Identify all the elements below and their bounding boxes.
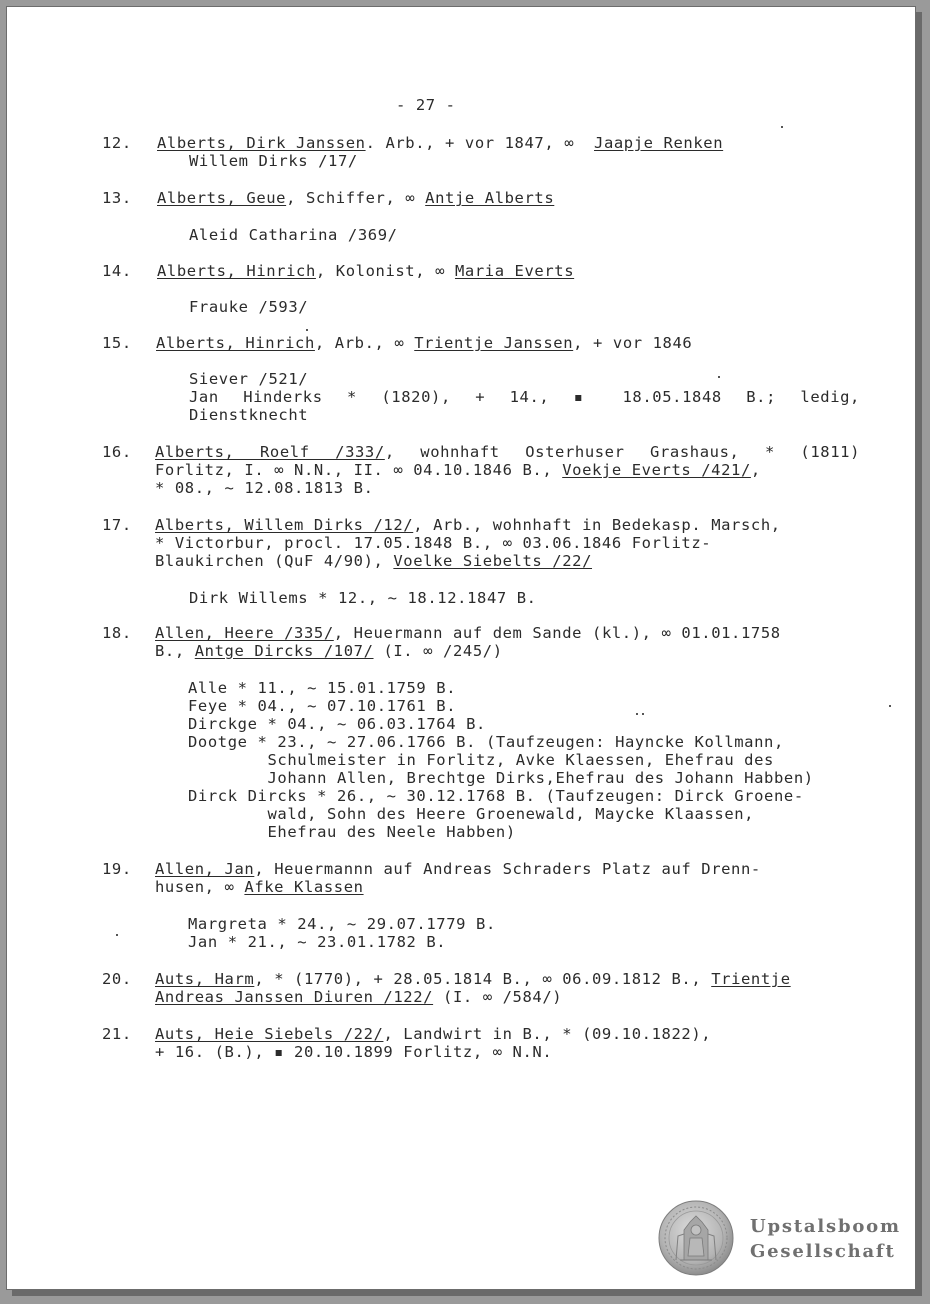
society-logo [658, 1200, 908, 1280]
entry-details: Forlitz, I. ∞ N.N., II. ∞ 04.10.1846 B., [155, 461, 563, 479]
child-line: Dirk Willems * 12., ~ 18.12.1847 B. [189, 589, 537, 607]
child-line: wald, Sohn des Heere Groenewald, Maycke Klaassen, [188, 805, 755, 823]
spouse-name: Afke Klassen [244, 878, 364, 896]
scan-speck [306, 329, 308, 331]
entry-details: , Arb., ∞ [314, 334, 415, 352]
child-line: Jan * 21., ~ 23.01.1782 B. [188, 933, 447, 951]
entry-number: 16. [102, 443, 132, 461]
child-line: Alle * 11., ~ 15.01.1759 B. [188, 679, 457, 697]
entry-details: + 16. (B.), ▪ 20.10.1899 Forlitz, ∞ N.N. [155, 1043, 553, 1061]
entry-details: , Heuermannn auf Andreas Schraders Platz auf Drenn- [254, 860, 761, 878]
document-page: - 27 - 12. Alberts, Dirk Janssen. Arb., + vor 1847, ∞ Jaapje Renken Willem Dirks /17/ 13. Alberts, Geue, Schiffer, ∞ Antje Alberts Aleid Catharina /369/ 14. Alberts, Hinrich, Kolonist, ∞ Maria Everts Frauke /593/ 15. Alberts, Hinrich, Arb., ∞ Trientje Janssen, + vor 1846 Siever /521/ Jan Hinderks * (1820), + 14., ▪ 18.05.1848 B.; ledig, Dienstknecht 16. Alberts, Roelf /333/, wohnhaft Osterhuser Grashaus, * (1811) Forlitz, I. ∞ N.N., II. ∞ 04.10.1846 B., Voekje Everts /421/, * 08., ~ 12.08.1813 B. 17. Alberts, Willem Dirks /12/, Arb., wohnhaft in Bedekasp. Marsch, * Victorbur, procl. 17.05.1848 B., ∞ 03.06.1846 Forlitz- Blaukirchen (QuF 4/90), Voelke Siebelts /22/ Dirk Willems * 12., ~ 18.12.1847 B. 18. Allen, Heere /335/, Heuermann auf dem Sande (kl.), ∞ 01.01.1758 B., Antge Dircks /107/ (I. ∞ /245/) Alle * 11., ~ 15.01.1759 B. Feye * 04., ~ 07.10.1761 B. Dirckge * 04., ~ 06.03.1764 B. Dootge * 23., ~ 27.06.1766 B. (Taufzeugen: Hayncke Kollmann, Schulmeister in Forlitz, Avke Klaessen, Ehefrau des Johann Allen, Brechtge Dirks,Ehefrau des Johann Habben) Dirck Dircks * 26., ~ 30.12.1768 B. (Taufzeugen: Dirck Groene- wald, Sohn des Heere Groenewald, Maycke Klaassen, Ehefrau des Neele Habben) 19. Allen, Jan, Heuermannn auf Andreas Schraders Platz auf Drenn- husen, ∞ Afke Klassen Margreta * 24., ~ 29.07.1779 B. Jan * 21., ~ 23.01.1782 B. 20. Auts, Harm, * (1770), + 28.05.1814 B., ∞ 06.09.1812 B., Trientje Andreas Janssen Diuren /122/ (I. ∞ /584/) 21. Auts, Heie Siebels /22/, Landwirt in B., * (09.10.1822), + 16. (B.), ▪ 20.10.1899 Forlitz, ∞ N.N. Upstalsboom Gesellschaft [0, 0, 930, 1304]
person-name: Allen, Jan [155, 860, 255, 878]
scan-speck [781, 126, 783, 128]
scan-speck [718, 376, 720, 378]
entry-details: , * (1770), + 28.05.1814 B., ∞ 06.09.1812 B., [254, 970, 712, 988]
entry-details-after: , + vor 1846 [573, 334, 693, 352]
child-line: Feye * 04., ~ 07.10.1761 B. [188, 697, 457, 715]
person-name: Alberts, Hinrich [156, 334, 315, 352]
spouse-name: Voekje Everts /421/ [562, 461, 751, 479]
scan-speck [116, 934, 118, 936]
child-line: Dienstknecht [189, 406, 309, 424]
child-line: Johann Allen, Brechtge Dirks,Ehefrau des Johann Habben) [188, 769, 814, 787]
person-name: Allen, Heere /335/ [155, 624, 334, 642]
entry-details: * Victorbur, procl. 17.05.1848 B., ∞ 03.06.1846 Forlitz- [155, 534, 712, 552]
entry-number: 14. [102, 262, 132, 280]
spouse-name: Antje Alberts [425, 189, 555, 207]
person-name: Alberts, Geue [157, 189, 287, 207]
entry-number: 21. [102, 1025, 132, 1043]
entry-number: 20. [102, 970, 132, 988]
child-line: Willem Dirks /17/ [189, 152, 358, 170]
logo-line-2: Gesellschaft [750, 1241, 896, 1262]
entry-details: , Landwirt in B., * (09.10.1822), [383, 1025, 712, 1043]
entry-details: , Arb., wohnhaft in Bedekasp. Marsch, [413, 516, 781, 534]
spouse-name: Trientje Janssen [414, 334, 574, 352]
entry-details: , wohnhaft Osterhuser Grashaus, * (1811) [384, 443, 860, 461]
spouse-name: Antge Dircks /107/ [194, 642, 374, 660]
scan-speck [642, 713, 644, 715]
entry-details: , Schiffer, ∞ [286, 189, 426, 207]
scan-speck [889, 705, 891, 707]
person-name: Alberts, Dirk Janssen [157, 134, 366, 152]
spouse-name: Jaapje Renken [594, 134, 724, 152]
entry-details: Blaukirchen (QuF 4/90), [155, 552, 394, 570]
child-line: Ehefrau des Neele Habben) [188, 823, 516, 841]
person-name: Alberts, Hinrich [157, 262, 316, 280]
person-name: Alberts, Willem Dirks /12/ [155, 516, 414, 534]
spouse-name: Voelke Siebelts /22/ [393, 552, 593, 570]
person-name: Alberts, Roelf /333/ [155, 443, 385, 461]
child-line: Schulmeister in Forlitz, Avke Klaessen, Ehefrau des [188, 751, 774, 769]
child-line: Margreta * 24., ~ 29.07.1779 B. [188, 915, 496, 933]
child-line: Siever /521/ [189, 370, 309, 388]
child-line: Frauke /593/ [189, 298, 309, 316]
entry-number: 13. [102, 189, 132, 207]
entry-details: , Kolonist, ∞ [315, 262, 455, 280]
seal-icon [658, 1200, 734, 1276]
person-name: Auts, Heie Siebels /22/ [155, 1025, 384, 1043]
scan-speck [636, 713, 638, 715]
entry-number: 18. [102, 624, 132, 642]
child-line: Dirckge * 04., ~ 06.03.1764 B. [188, 715, 486, 733]
entry-number: 17. [102, 516, 132, 534]
entry-number: 12. [102, 134, 132, 152]
entry-number: 15. [102, 334, 132, 352]
child-line: Aleid Catharina /369/ [189, 226, 398, 244]
entry-details: B., [155, 642, 195, 660]
spouse-name: Trientje [711, 970, 791, 988]
entry-details: husen, ∞ [155, 878, 245, 896]
spouse-name: Maria Everts [454, 262, 575, 280]
person-name: Auts, Harm [155, 970, 255, 988]
spouse-name: Andreas Janssen Diuren /122/ [155, 988, 434, 1006]
entry-details: * 08., ~ 12.08.1813 B. [155, 479, 374, 497]
page-number: - 27 - [396, 96, 456, 114]
child-line: Dirck Dircks * 26., ~ 30.12.1768 B. (Taufzeugen: Dirck Groene- [188, 787, 804, 805]
entry-number: 19. [102, 860, 132, 878]
logo-line-1: Upstalsboom [750, 1216, 901, 1237]
child-line: Jan Hinderks * (1820), + 14., ▪ 18.05.1848 B.; ledig, [189, 388, 860, 406]
entry-details: , Heuermann auf dem Sande (kl.), ∞ 01.01.1758 [333, 624, 781, 642]
child-line: Dootge * 23., ~ 27.06.1766 B. (Taufzeugen: Hayncke Kollmann, [188, 733, 784, 751]
entry-details: . Arb., + vor 1847, ∞ [365, 134, 585, 152]
